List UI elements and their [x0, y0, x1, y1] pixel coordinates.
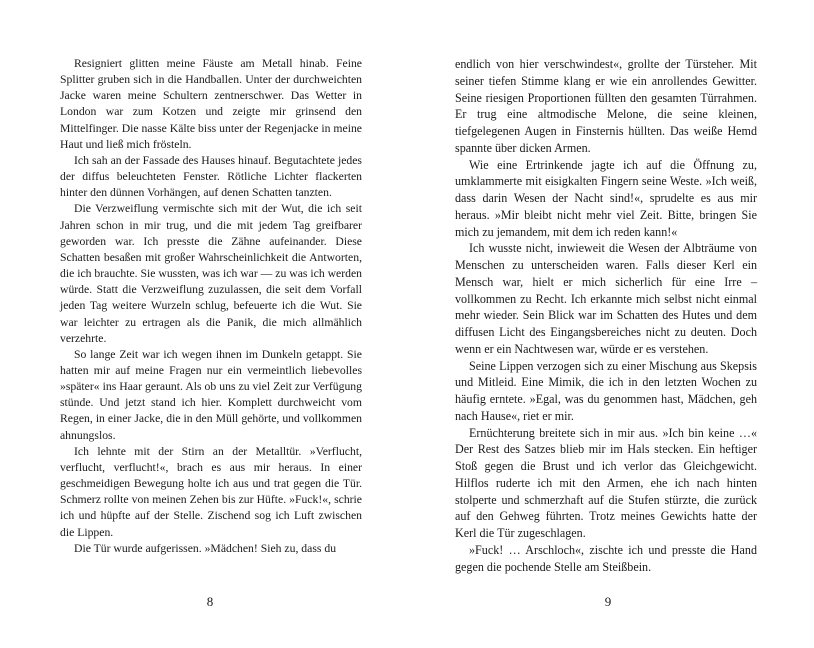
- right-page: [455, 56, 757, 576]
- left-page: [60, 56, 362, 576]
- paragraph: Ich sah an der Fassade des Hauses hinauf. Begutachtete jedes der diffus beleuchteten Fenster. Rötliche Lichter flackerten hinter den dünnen Vorhängen, auf denen Schatten tanzten.: [60, 153, 362, 200]
- paragraph-continued: endlich von hier verschwindest«, grollte der Türsteher. Mit seiner tiefen Stimme klang er wie ein anrollendes Gewitter. Seine riesigen Proportionen füllten den gesamten Türrahmen. Er trug eine altmodische Melone, die seine kleinen, tiefgelegenen Augen in Finsternis hüllten. Das weiße Hemd spannte über dicken Armen.: [455, 57, 757, 155]
- paragraph: Ich lehnte mit der Stirn an der Metalltür. »Verflucht, verflucht, verflucht!«, brach es aus mir heraus. In einer geschmeidigen Bewegung holte ich aus und trat gegen die Tür. Schmerz rollte von meinen Zehen bis zur Hüfte. »Fuck!«, schrie ich und hüpfte auf der Stelle. Zischend sog ich Luft zwischen die Lippen.: [60, 444, 362, 539]
- paragraph: Die Tür wurde aufgerissen. »Mädchen! Sieh zu, dass du: [74, 541, 337, 555]
- paragraph: Seine Lippen verzogen sich zu einer Mischung aus Skepsis und Mitleid. Eine Mimik, die ich in den letzten Wochen zu häufig erntete. »Egal, was du genommen hast, Mädchen, geh nach Hause«, riet er mir.: [455, 358, 757, 423]
- paragraph: Wie eine Ertrinkende jagte ich auf die Öffnung zu, umklammerte mit eisigkalten Fingern seine Weste. »Ich weiß, dass darin Wesen der Nacht sind!«, sprudelte es aus mir heraus. »Mir bleibt nicht mehr viel Zeit. Bitte, bringen Sie mich zu jemandem, mit dem ich reden kann!«: [455, 157, 757, 239]
- paragraph: Ich wusste nicht, inwieweit die Wesen der Albträume von Menschen zu unterscheiden waren. Falls dieser Kerl ein Mensch war, hielt er mich sicherlich für eine Irre – vollkommen zu Recht. Ich erkannte mich selbst nicht einmal mehr wieder. Sein Blick war im Schatten des Hutes und dem diffusen Licht des Eingangsbereiches nicht zu deuten. Doch wenn er ein Nachtwesen war, würde er es verstehen.: [455, 241, 757, 356]
- page-number-left: 8: [206, 594, 214, 609]
- paragraph: Ernüchterung breitete sich in mir aus. »Ich bin keine …« Der Rest des Satzes blieb mir im Hals stecken. Ein heftiger Stoß gegen die Brust und ich verlor das Gleichgewicht. Hilflos ruderte ich mit den Armen, ehe ich nach hinten stolperte und schmerzhaft auf die Stufen stürzte, die zurück auf den Gehweg führten. Trotz meines Gewichts hatte der Kerl die Tür zugeschlagen.: [455, 425, 757, 540]
- paragraph: So lange Zeit war ich wegen ihnen im Dunkeln getappt. Sie hatten mir auf meine Fragen nur ein vermeintlich liebevolles »später« ins Haar geraunt. Als ob uns zu viel Zeit zur Verfügung stünde. Und jetzt stand ich hier. Komplett durchweicht vom Regen, in einer Jacke, die in den Müll gehörte, und vollkommen ahnungslos.: [60, 347, 362, 442]
- paragraph: Die Verzweiflung vermischte sich mit der Wut, die ich seit Jahren schon in mir trug, und die mit jedem Tag greifbarer geworden war. Ich presste die Zähne aufeinander. Diese Schatten besaßen mit großer Wahrscheinlichkeit die Antworten, die ich brauchte. Sie wussten, was ich war — zu was ich werden würde. Statt die Verzweiflung zuzulassen, die seit dem Vorfall jeden Tag weitere Wurzeln schlug, befeuerte ich die Wut. Sie war leichter zu ertragen als die Panik, die mich allmählich verzehrte.: [60, 202, 362, 345]
- paragraph: Resigniert glitten meine Fäuste am Metall hinab. Feine Splitter gruben sich in die Handballen. Unter der durchweichten Jacke waren meine Schultern zentnerschwer. Das Wetter in London war zum Kotzen und zeigte mir grinsend den Mittelfinger. Die nasse Kälte biss unter der Regenjacke in meine Haut und ließ mich frösteln.: [60, 57, 362, 151]
- paragraph: »Fuck! … Arschloch«, zischte ich und presste die Hand gegen die pochende Stelle am Steißbein.: [455, 542, 757, 574]
- page-number-right: 9: [604, 594, 612, 609]
